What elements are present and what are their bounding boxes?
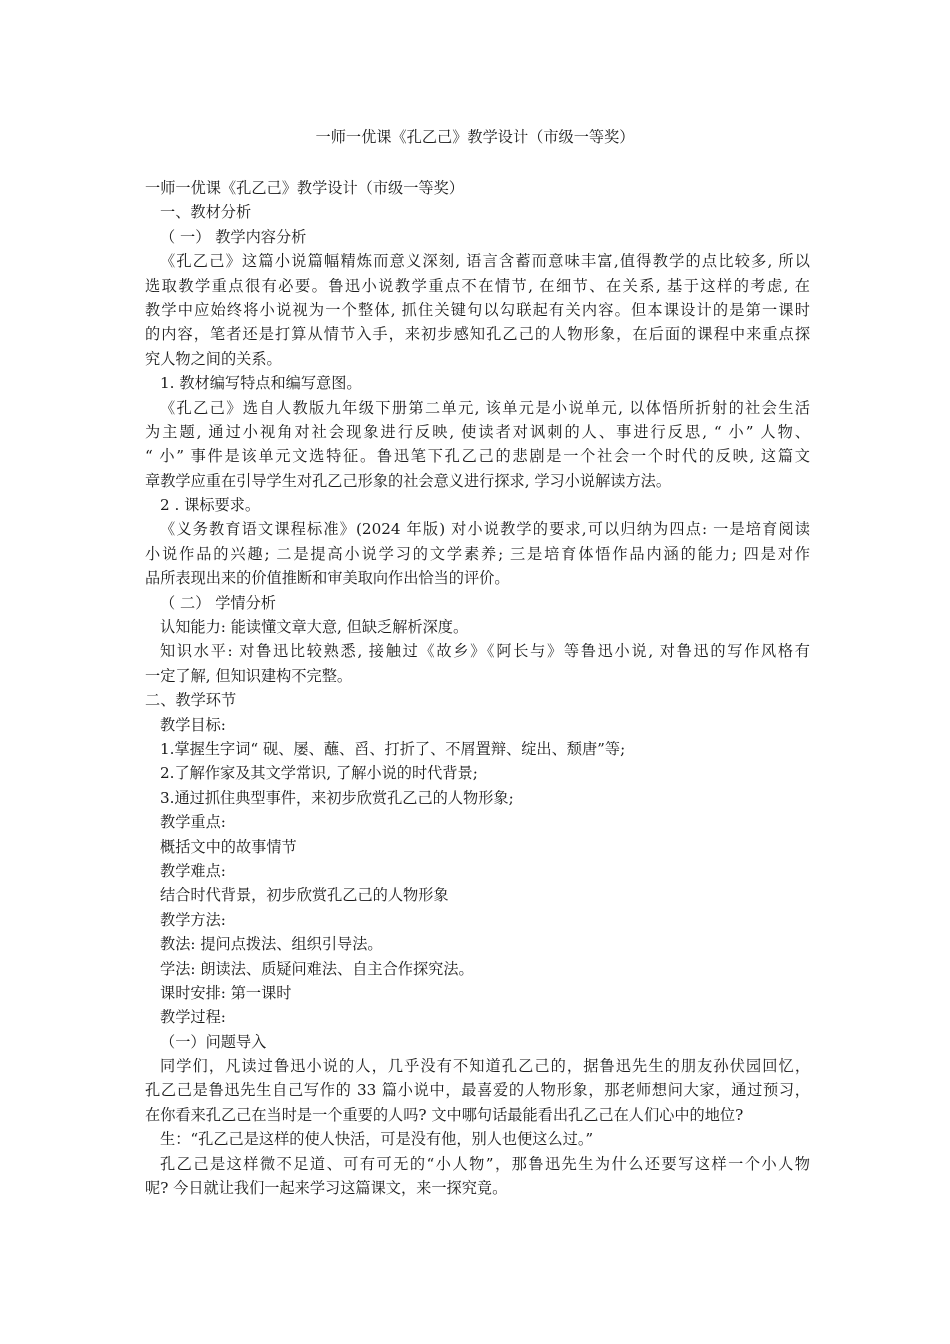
text-line: “ 小” 事件是该单元文选特征。鲁迅笔下孔乙己的悲剧是一个社会一个时代的反映, 这篇文 xyxy=(145,447,810,466)
text-line: 教学难点: xyxy=(160,861,226,880)
text-line: 究人物之间的关系。 xyxy=(145,349,282,368)
text-line: 课时安排: 第一课时 xyxy=(160,983,292,1002)
text-line: 为主题, 通过小视角对社会现象进行反映, 使读者对讽刺的人、事进行反思, “ 小” 人物、 xyxy=(145,422,810,441)
text-line: 一、教材分析 xyxy=(160,203,252,222)
text-line: 在你看来孔乙己在当时是一个重要的人吗? 文中哪句话最能看出孔乙己在人们心中的地位? xyxy=(145,1105,744,1124)
text-line: 1.掌握生字词“ 砚、屡、蘸、舀、打折了、不屑置辩、绽出、颓唐”等; xyxy=(160,739,626,758)
text-line: 教学重点: xyxy=(160,813,226,832)
text-line: 概括文中的故事情节 xyxy=(160,837,297,856)
text-line: 教法: 提问点拨法、组织引导法。 xyxy=(160,935,383,954)
text-line: 选取教学重点很有必要。鲁迅小说教学重点不在情节, 在细节、在关系, 基于这样的考虑, 在 xyxy=(145,276,810,295)
text-line: 《孔乙己》这篇小说篇幅精炼而意义深刻, 语言含蓄而意味丰富,值得教学的点比较多, 所以 xyxy=(160,252,810,271)
text-line: 2.了解作家及其文学常识, 了解小说的时代背景; xyxy=(160,764,478,783)
text-line: （ 二） 学情分析 xyxy=(160,593,276,612)
text-line: 《义务教育语文课程标准》(2024 年版) 对小说教学的要求,可以归纳为四点: 一是培育阅读 xyxy=(160,520,810,539)
text-line: 的内容，笔者还是打算从情节入手，来初步感知孔乙己的人物形象，在后面的课程中来重点探 xyxy=(145,325,810,344)
text-line: （ 一） 教学内容分析 xyxy=(160,227,307,246)
text-line: 结合时代背景，初步欣赏孔乙己的人物形象 xyxy=(160,886,449,905)
text-line: 孔乙己是鲁迅先生自己写作的 33 篇小说中，最喜爱的人物形象，那老师想问大家，通过预习， xyxy=(145,1081,810,1100)
text-line: 呢? 今日就让我们一起来学习这篇课文，来一探究竟。 xyxy=(145,1179,508,1198)
text-line: 孔乙己是这样微不足道、可有可无的“小人物”，那鲁迅先生为什么还要写这样一个小人物 xyxy=(160,1154,810,1173)
text-line: 教学中应始终将小说视为一个整体, 抓住关键句以勾联起有关内容。但本课设计的是第一课时 xyxy=(145,300,810,319)
text-line: 同学们，凡读过鲁迅小说的人，几乎没有不知道孔乙己的，据鲁迅先生的朋友孙伏园回忆， xyxy=(160,1057,810,1076)
text-line: 学法: 朗读法、质疑问难法、自主合作探究法。 xyxy=(160,959,474,978)
text-line: 《孔乙己》选自人教版九年级下册第二单元, 该单元是小说单元, 以体悟所折射的社会生活 xyxy=(160,398,810,417)
text-line: 2 . 课标要求。 xyxy=(160,496,261,515)
document-body xyxy=(145,176,810,1200)
text-line: （一）问题导入 xyxy=(160,1032,267,1051)
text-line: 知识水平: 对鲁迅比较熟悉, 接触过《故乡》《阿长与》等鲁迅小说, 对鲁迅的写作风格有 xyxy=(160,642,810,661)
text-line: 生：“孔乙己是这样的使人快活，可是没有他，别人也便这么过。” xyxy=(160,1130,594,1149)
text-line: 二、教学环节 xyxy=(145,691,237,710)
document-title: 一师一优课《孔乙己》教学设计（市级一等奖） xyxy=(315,128,635,146)
text-line: 一师一优课《孔乙己》教学设计（市级一等奖） xyxy=(145,179,464,197)
text-line: 3.通过抓住典型事件，来初步欣赏孔乙己的人物形象; xyxy=(160,788,514,807)
text-line: 教学过程: xyxy=(160,1008,226,1027)
text-line: 章教学应重在引导学生对孔乙己形象的社会意义进行探求, 学习小说解读方法。 xyxy=(145,471,672,490)
text-line: 教学目标: xyxy=(160,715,226,734)
text-line: 一定了解, 但知识建构不完整。 xyxy=(145,666,353,685)
text-line: 品所表现出来的价值推断和审美取向作出恰当的评价。 xyxy=(145,569,510,588)
text-line: 认知能力: 能读懂文章大意, 但缺乏解析深度。 xyxy=(160,618,469,637)
text-line: 1. 教材编写特点和编写意图。 xyxy=(160,374,362,393)
text-line: 教学方法: xyxy=(160,910,226,929)
text-line: 小说作品的兴趣; 二是提高小说学习的文学素养; 三是培育体悟作品内涵的能力; 四是对作 xyxy=(145,544,810,563)
